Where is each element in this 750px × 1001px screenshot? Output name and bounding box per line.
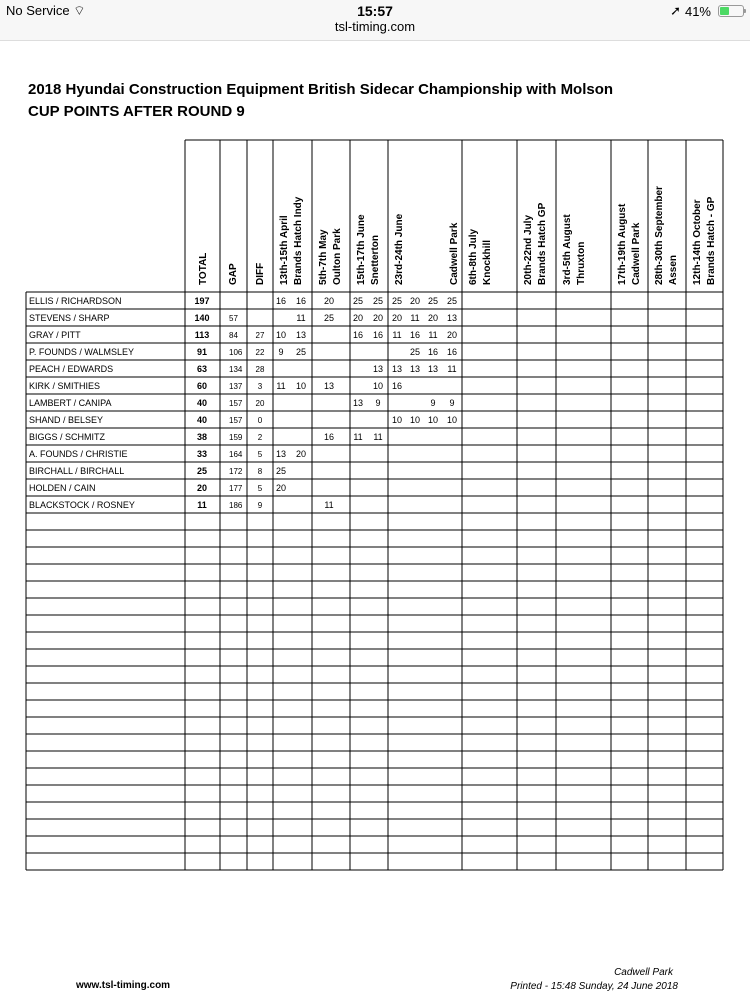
round-date-header: 13th-15th April bbox=[279, 215, 290, 285]
round-venue-header: Cadwell Park bbox=[449, 222, 460, 285]
footer-website[interactable]: www.tsl-timing.com bbox=[76, 980, 171, 991]
document-title: 2018 Hyundai Construction Equipment British Sidecar Championship with Molson bbox=[28, 81, 614, 98]
round-date-header: 6th-8th July bbox=[468, 228, 479, 285]
race-points: 10 bbox=[391, 415, 403, 425]
gap-value: 186 bbox=[229, 501, 243, 510]
driver-name: SHAND / BELSEY bbox=[29, 415, 104, 425]
driver-name: GRAY / PITT bbox=[29, 330, 81, 340]
round-venue-header: Cadwell Park bbox=[631, 222, 642, 285]
race-points: 20 bbox=[323, 296, 335, 306]
total-points: 113 bbox=[194, 330, 210, 340]
round-date-header: 5th-7th May bbox=[318, 229, 329, 285]
race-points: 20 bbox=[409, 296, 421, 306]
diff-value: 27 bbox=[255, 331, 265, 340]
round-date-header: 15th-17th June bbox=[356, 214, 367, 285]
gap-value: 137 bbox=[229, 382, 243, 391]
address-bar-url[interactable]: tsl-timing.com bbox=[334, 19, 416, 34]
race-points: 11 bbox=[276, 381, 286, 391]
race-points: 13 bbox=[409, 364, 421, 374]
race-points: 25 bbox=[275, 466, 287, 476]
race-points: 16 bbox=[372, 330, 384, 340]
race-points: 13 bbox=[275, 449, 287, 459]
gap-value: 157 bbox=[229, 399, 243, 408]
gap-value: 177 bbox=[229, 484, 243, 493]
race-points: 16 bbox=[352, 330, 364, 340]
race-points: 10 bbox=[295, 381, 307, 391]
race-points: 20 bbox=[275, 483, 287, 493]
race-points: 16 bbox=[446, 347, 458, 357]
round-date-header: 12th-14th October bbox=[692, 199, 703, 285]
document-subtitle: CUP POINTS AFTER ROUND 9 bbox=[28, 103, 245, 120]
race-points: 25 bbox=[352, 296, 364, 306]
gap-value: 164 bbox=[229, 450, 243, 459]
diff-value: 5 bbox=[257, 484, 263, 493]
total-points: 33 bbox=[196, 449, 208, 459]
race-points: 10 bbox=[446, 415, 458, 425]
race-points: 25 bbox=[409, 347, 421, 357]
driver-name: ELLIS / RICHARDSON bbox=[29, 296, 122, 306]
race-points: 16 bbox=[275, 296, 287, 306]
race-points: 25 bbox=[372, 296, 384, 306]
race-points: 11 bbox=[447, 364, 457, 374]
race-points: 16 bbox=[323, 432, 335, 442]
carrier-label: No Service bbox=[6, 3, 70, 18]
race-points: 10 bbox=[427, 415, 439, 425]
round-venue-header: Thruxton bbox=[576, 241, 587, 285]
diff-value: 28 bbox=[255, 365, 265, 374]
header-gap: GAP bbox=[228, 263, 239, 285]
race-points: 25 bbox=[323, 313, 335, 323]
round-venue-header: Brands Hatch GP bbox=[537, 202, 548, 285]
diff-value: 22 bbox=[255, 348, 265, 357]
driver-name: KIRK / SMITHIES bbox=[29, 381, 101, 391]
gap-value: 134 bbox=[229, 365, 243, 374]
header-diff: DIFF bbox=[255, 262, 266, 285]
driver-name: BLACKSTOCK / ROSNEY bbox=[29, 500, 135, 510]
round-venue-header: Oulton Park bbox=[332, 228, 343, 285]
race-points: 11 bbox=[428, 330, 438, 340]
race-points: 13 bbox=[372, 364, 384, 374]
total-points: 60 bbox=[196, 381, 208, 391]
race-points: 11 bbox=[410, 313, 420, 323]
round-date-header: 28th-30th September bbox=[654, 186, 665, 285]
race-points: 13 bbox=[323, 381, 335, 391]
race-points: 25 bbox=[295, 347, 307, 357]
gap-value: 84 bbox=[229, 331, 238, 340]
race-points: 25 bbox=[446, 296, 458, 306]
battery-percent: 41% bbox=[684, 3, 711, 19]
race-points: 10 bbox=[275, 330, 287, 340]
total-points: 197 bbox=[194, 296, 210, 306]
driver-name: BIGGS / SCHMITZ bbox=[29, 432, 106, 442]
round-venue-header: Assen bbox=[668, 254, 679, 285]
round-date-header: 20th-22nd July bbox=[523, 214, 534, 285]
diff-value: 2 bbox=[257, 433, 263, 442]
diff-value: 5 bbox=[257, 450, 263, 459]
round-venue-header: Knockhill bbox=[482, 239, 493, 285]
race-points: 11 bbox=[296, 313, 306, 323]
race-points: 11 bbox=[373, 432, 383, 442]
race-points: 16 bbox=[409, 330, 421, 340]
footer-printed: Printed - 15:48 Sunday, 24 June 2018 bbox=[510, 981, 678, 992]
race-points: 13 bbox=[295, 330, 307, 340]
race-points: 16 bbox=[391, 381, 403, 391]
race-points: 13 bbox=[446, 313, 458, 323]
wifi-icon: ⌔ bbox=[73, 3, 86, 18]
total-points: 38 bbox=[196, 432, 208, 442]
round-venue-header: Brands Hatch Indy bbox=[293, 196, 304, 285]
driver-name: P. FOUNDS / WALMSLEY bbox=[29, 347, 135, 357]
race-points: 9 bbox=[430, 398, 436, 408]
race-points: 16 bbox=[295, 296, 307, 306]
gap-value: 157 bbox=[229, 416, 243, 425]
footer-venue: Cadwell Park bbox=[614, 967, 673, 978]
gap-value: 159 bbox=[229, 433, 243, 442]
race-points: 20 bbox=[372, 313, 384, 323]
race-points: 10 bbox=[409, 415, 421, 425]
driver-name: A. FOUNDS / CHRISTIE bbox=[29, 449, 128, 459]
race-points: 9 bbox=[278, 347, 284, 357]
race-points: 20 bbox=[352, 313, 364, 323]
total-points: 63 bbox=[196, 364, 208, 374]
race-points: 20 bbox=[446, 330, 458, 340]
driver-name: HOLDEN / CAIN bbox=[29, 483, 96, 493]
total-points: 11 bbox=[197, 500, 207, 510]
diff-value: 3 bbox=[257, 382, 263, 391]
diff-value: 9 bbox=[257, 501, 263, 510]
race-points: 20 bbox=[391, 313, 403, 323]
round-venue-header: Brands Hatch - GP bbox=[706, 196, 717, 285]
gap-value: 172 bbox=[229, 467, 243, 476]
race-points: 20 bbox=[427, 313, 439, 323]
driver-name: LAMBERT / CANIPA bbox=[29, 398, 112, 408]
round-date-header: 3rd-5th August bbox=[562, 214, 573, 285]
race-points: 20 bbox=[295, 449, 307, 459]
race-points: 13 bbox=[352, 398, 364, 408]
driver-name: STEVENS / SHARP bbox=[29, 313, 110, 323]
clock: 15:57 bbox=[357, 3, 393, 19]
total-points: 91 bbox=[196, 347, 208, 357]
race-points: 13 bbox=[427, 364, 439, 374]
total-points: 140 bbox=[194, 313, 210, 323]
header-total: TOTAL bbox=[198, 252, 209, 285]
total-points: 25 bbox=[196, 466, 208, 476]
gap-value: 106 bbox=[229, 348, 243, 357]
race-points: 9 bbox=[449, 398, 455, 408]
race-points: 11 bbox=[392, 330, 402, 340]
race-points: 25 bbox=[427, 296, 439, 306]
race-points: 11 bbox=[324, 500, 334, 510]
round-date-header: 17th-19th August bbox=[617, 203, 628, 285]
race-points: 25 bbox=[391, 296, 403, 306]
total-points: 40 bbox=[196, 415, 208, 425]
diff-value: 8 bbox=[257, 467, 263, 476]
race-points: 13 bbox=[391, 364, 403, 374]
total-points: 20 bbox=[196, 483, 208, 493]
round-venue-header: Snetterton bbox=[370, 235, 381, 285]
race-points: 10 bbox=[372, 381, 384, 391]
total-points: 40 bbox=[196, 398, 208, 408]
location-arrow-icon: ➚ bbox=[670, 3, 681, 18]
driver-name: PEACH / EDWARDS bbox=[29, 364, 114, 374]
driver-name: BIRCHALL / BIRCHALL bbox=[29, 466, 125, 476]
race-points: 11 bbox=[353, 432, 363, 442]
race-points: 16 bbox=[427, 347, 439, 357]
gap-value: 57 bbox=[229, 314, 238, 323]
race-points: 9 bbox=[375, 398, 381, 408]
diff-value: 0 bbox=[257, 416, 263, 425]
diff-value: 20 bbox=[255, 399, 265, 408]
round-date-header: 23rd-24th June bbox=[394, 213, 405, 285]
